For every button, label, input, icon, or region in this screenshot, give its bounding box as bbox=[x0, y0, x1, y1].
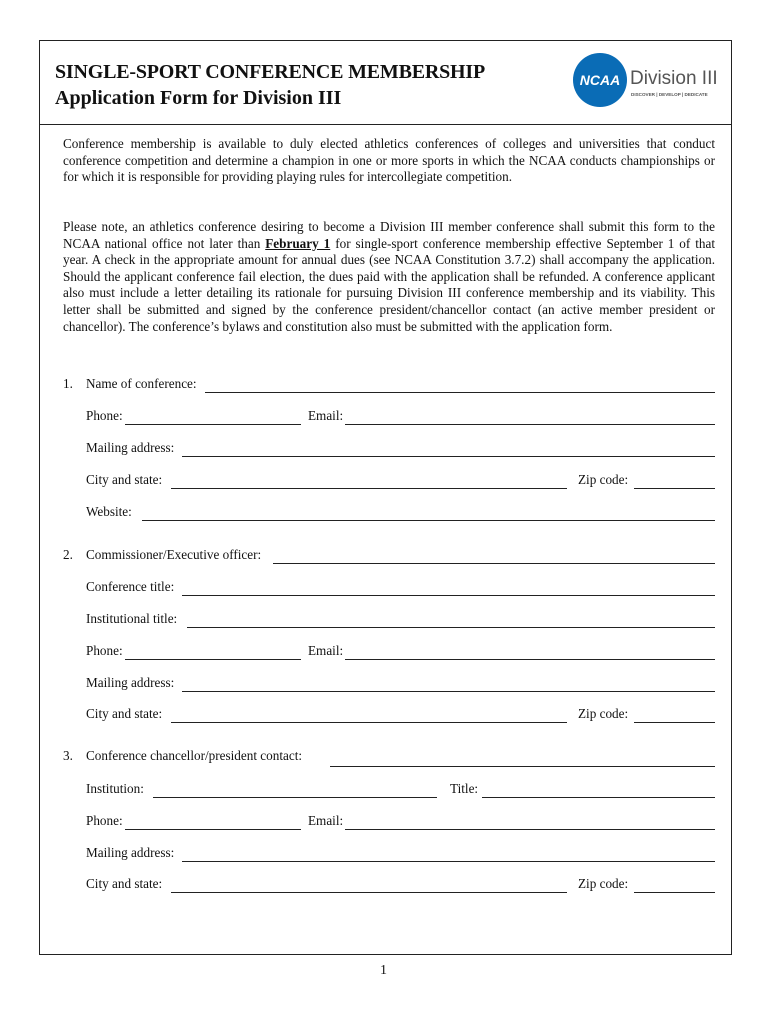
phone-label: Phone: bbox=[86, 408, 123, 423]
institution-field[interactable] bbox=[153, 797, 437, 798]
conference-name-label: Name of conference: bbox=[86, 376, 197, 391]
logo-tagline: DISCOVER | DEVELOP | DEDICATE bbox=[631, 92, 708, 97]
conference-title-label: Conference title: bbox=[86, 579, 175, 594]
intro-paragraph-2: Please note, an athletics conference desiring to become a Division III member conference shall submit this form to the NCAA national office not later than February 1 for single-sport conference membership effective September 1 of that year. A check in the appropriate amount for annual dues (see NCAA Constitution 3.7.2) shall accompany the application. Should the applicant conference fail election, the dues paid with the application shall be refunded. A conference applicant also must include a letter detailing its rationale for pursuing Division III conference membership and its viability. This letter shall be submitted and signed by the conference president/chancellor contact (an active member president or chancellor). The conference’s bylaws and constitution also must be submitted with the application form. bbox=[63, 219, 716, 334]
page-number: 1 bbox=[380, 963, 387, 978]
title-label: Title: bbox=[450, 781, 479, 796]
mailing-address-label: Mailing address: bbox=[86, 675, 175, 690]
institution-label: Institution: bbox=[86, 781, 144, 796]
mailing-address-label: Mailing address: bbox=[86, 845, 175, 860]
zip-code-field[interactable] bbox=[634, 722, 715, 723]
president-contact-field[interactable] bbox=[330, 766, 715, 767]
city-state-label: City and state: bbox=[86, 472, 163, 487]
president-contact-label: Conference chancellor/president contact: bbox=[86, 748, 303, 763]
form-title: SINGLE-SPORT CONFERENCE MEMBERSHIP bbox=[55, 61, 485, 83]
division-wordmark: Division III bbox=[630, 68, 718, 89]
mailing-address-field[interactable] bbox=[182, 691, 715, 692]
email-label: Email: bbox=[308, 643, 344, 658]
city-state-field[interactable] bbox=[171, 892, 567, 893]
mailing-address-field[interactable] bbox=[182, 861, 715, 862]
section-3-number: 3. bbox=[63, 748, 73, 763]
intro-paragraph-1: Conference membership is available to duly elected athletics conferences of colleges and universities that conduct conference competition and determine a champion in one or more sports in which the NCAA conducts championships or for which it is responsible for providing playing rules for intercollegiate competition. bbox=[63, 136, 715, 185]
city-state-label: City and state: bbox=[86, 706, 163, 721]
email-label: Email: bbox=[308, 408, 344, 423]
zip-code-label: Zip code: bbox=[578, 706, 629, 721]
ncaa-division-iii-logo bbox=[572, 52, 724, 110]
ncaa-wordmark: NCAA bbox=[579, 72, 621, 88]
commissioner-field[interactable] bbox=[273, 563, 715, 564]
conference-name-field[interactable] bbox=[205, 392, 715, 393]
zip-code-field[interactable] bbox=[634, 488, 715, 489]
phone-label: Phone: bbox=[86, 813, 123, 828]
title-field[interactable] bbox=[482, 797, 715, 798]
institutional-title-field[interactable] bbox=[187, 627, 715, 628]
email-field[interactable] bbox=[345, 424, 715, 425]
institutional-title-label: Institutional title: bbox=[86, 611, 178, 626]
section-2-number: 2. bbox=[63, 547, 73, 562]
zip-code-label: Zip code: bbox=[578, 876, 629, 891]
header-divider bbox=[39, 124, 732, 125]
mailing-address-field[interactable] bbox=[182, 456, 715, 457]
website-field[interactable] bbox=[142, 520, 715, 521]
email-field[interactable] bbox=[345, 659, 715, 660]
phone-field[interactable] bbox=[125, 659, 301, 660]
city-state-label: City and state: bbox=[86, 876, 163, 891]
mailing-address-label: Mailing address: bbox=[86, 440, 175, 455]
deadline-date: February 1 bbox=[265, 235, 331, 251]
phone-field[interactable] bbox=[125, 424, 301, 425]
phone-label: Phone: bbox=[86, 643, 123, 658]
zip-code-field[interactable] bbox=[634, 892, 715, 893]
phone-field[interactable] bbox=[125, 829, 301, 830]
website-label: Website: bbox=[86, 504, 132, 519]
city-state-field[interactable] bbox=[171, 488, 567, 489]
conference-title-field[interactable] bbox=[182, 595, 715, 596]
email-field[interactable] bbox=[345, 829, 715, 830]
commissioner-label: Commissioner/Executive officer: bbox=[86, 547, 262, 562]
zip-code-label: Zip code: bbox=[578, 472, 629, 487]
city-state-field[interactable] bbox=[171, 722, 567, 723]
email-label: Email: bbox=[308, 813, 344, 828]
section-1-number: 1. bbox=[63, 376, 73, 391]
form-subtitle: Application Form for Division III bbox=[55, 87, 342, 109]
